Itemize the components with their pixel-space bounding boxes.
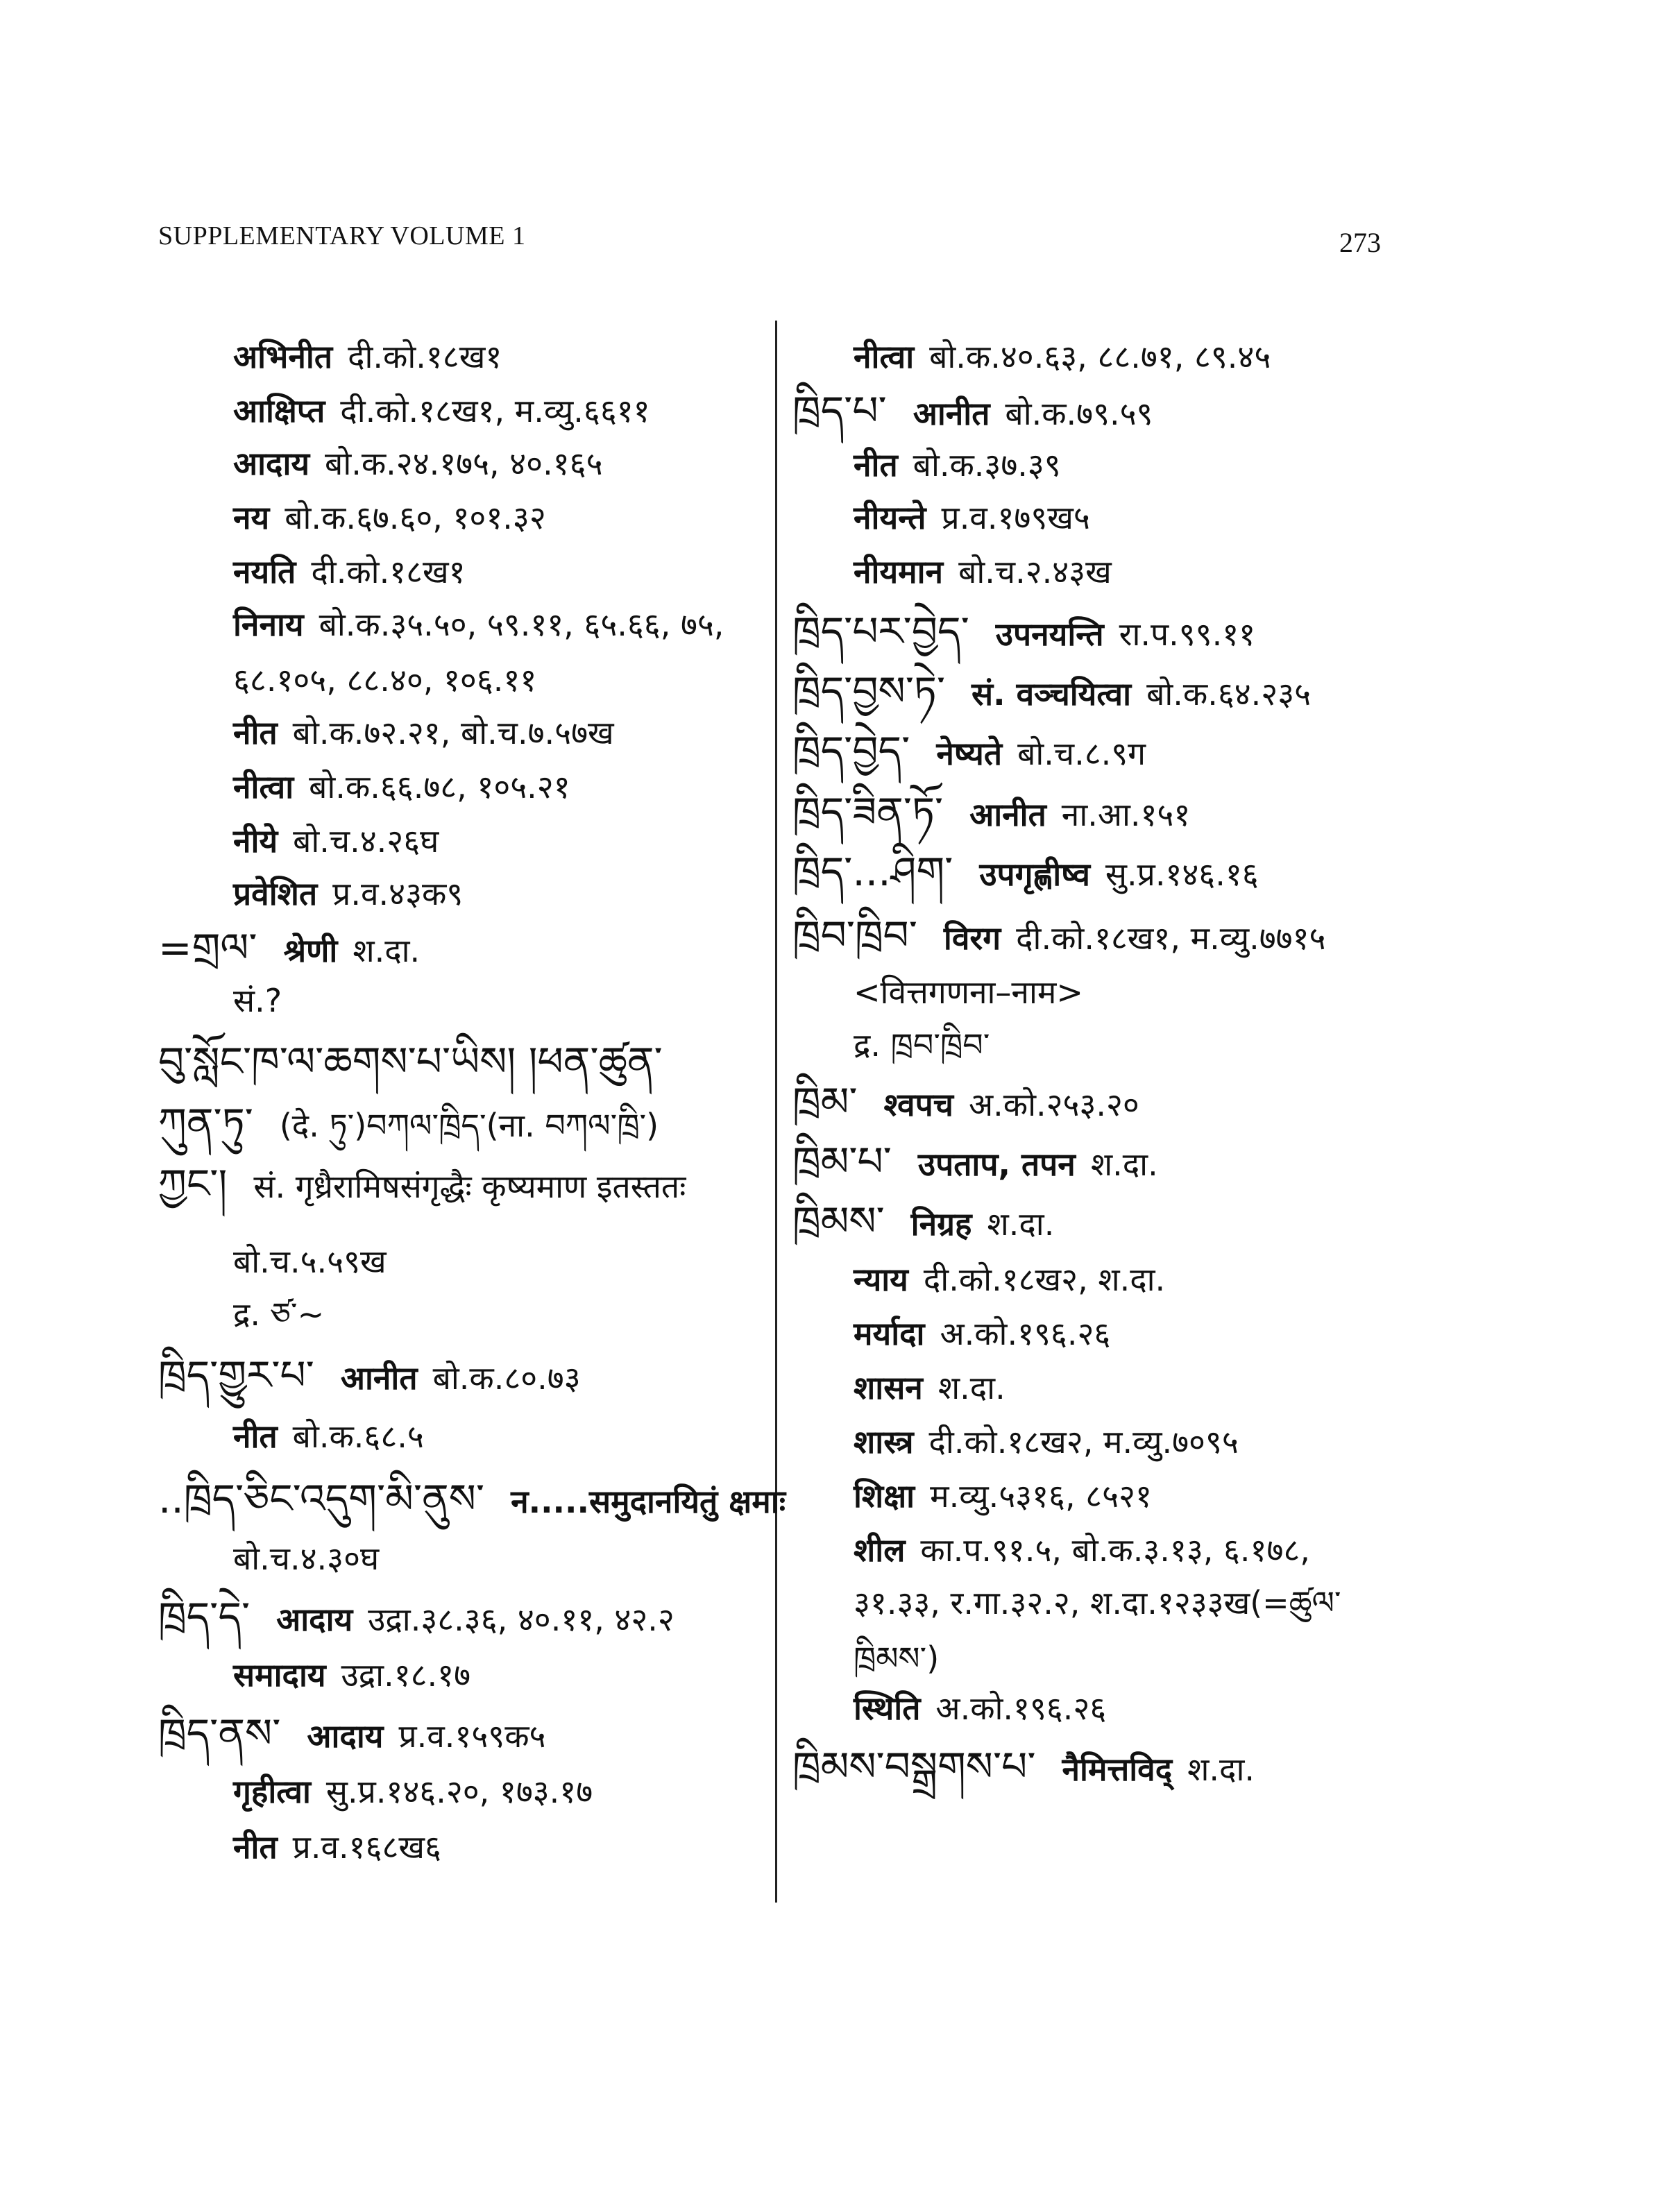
source-reference: का.प.९१.५, बो.क.३.१३, ६.१७८,	[920, 1531, 1310, 1569]
source-reference: श.दा.	[987, 1205, 1055, 1243]
source-reference: ३१.३३, र.गा.३२.२, श.दा.१२३३ख(=ཚུལ་	[854, 1584, 1341, 1622]
left-entry-line	[158, 1593, 674, 1640]
sanskrit-term: नीत	[233, 1828, 278, 1866]
tibetan-headword: ཁྲིད་པར་བྱེད་	[792, 608, 969, 655]
tibetan-headword: ཁྲིད་གྱུར་པ་	[158, 1352, 314, 1399]
source-reference: श.दा.	[937, 1369, 1006, 1406]
sanskrit-term: निग्रह	[910, 1205, 972, 1243]
sanskrit-term: नीत	[854, 446, 898, 484]
source-reference: बो.च.२.४३ख	[958, 553, 1112, 590]
running-head: SUPPLEMENTARY VOLUME 1	[158, 221, 526, 250]
right-entry-line	[854, 1024, 990, 1067]
left-entry-line	[233, 604, 724, 647]
source-reference: प्र.व.१५९क५	[398, 1717, 546, 1755]
source-reference: ना.आ.१५१	[1061, 796, 1191, 833]
source-reference: दी.को.१८ख१, म.व्यु.७७१५	[1016, 919, 1326, 957]
left-entry-line	[158, 1160, 686, 1207]
right-entry-line	[854, 1475, 1152, 1518]
sanskrit-term: शासन	[854, 1369, 923, 1406]
source-reference: <वित्तगणना–नाम>	[854, 973, 1083, 1011]
tibetan-headword: ཀུན་ཏུ་	[158, 1099, 253, 1146]
sanskrit-term: आदाय	[307, 1717, 384, 1755]
tibetan-headword: ཀྱང་།	[158, 1160, 228, 1207]
tibetan-headword: ཁྲིད་ནས་	[158, 1710, 281, 1757]
left-entry-line	[233, 659, 536, 702]
sanskrit-term: आनीत	[913, 395, 990, 432]
left-entry-line	[233, 1538, 379, 1581]
left-entry-line	[233, 390, 650, 433]
source-reference: बो.च.४.३०घ	[233, 1540, 380, 1577]
left-entry-line	[233, 497, 546, 540]
sanskrit-term: नय	[233, 499, 270, 536]
sanskrit-term: समादाय	[233, 1656, 326, 1694]
sanskrit-term: मर्यादा	[854, 1315, 925, 1352]
sanskrit-term: अभिनीत	[233, 338, 333, 375]
left-entry-line	[233, 336, 502, 379]
source-reference: बो.क.६४.२३५	[1146, 675, 1312, 713]
right-entry-line	[854, 1259, 1165, 1302]
left-entry-line	[233, 712, 614, 755]
left-entry-line	[233, 980, 282, 1023]
page-number: 273	[1339, 227, 1381, 258]
right-entry-line	[792, 914, 1325, 958]
sanskrit-term: श्रेणी	[283, 932, 338, 969]
left-entry-line	[158, 924, 421, 971]
right-entry-line	[854, 971, 1083, 1014]
sanskrit-term: विरग	[943, 919, 1001, 957]
right-entry-line	[792, 1200, 1054, 1243]
source-reference: बो.क.७९.५९	[1005, 395, 1153, 432]
sanskrit-term: श्वपच	[883, 1086, 953, 1123]
right-entry-line	[854, 1687, 1106, 1730]
source-reference: बो.क.४०.६३, ८८.७१, ८९.४५	[929, 338, 1271, 375]
right-entry-line	[792, 667, 1312, 715]
source-reference: सं. गृध्रैरामिषसंगृद्धैः कृष्यमाण इतस्ततः	[253, 1168, 686, 1205]
source-reference: अ.को.१९६.२६	[940, 1315, 1111, 1352]
source-reference: सं.?	[233, 982, 282, 1019]
source-reference: उद्रा.३८.३६, ४०.११, ४२.२	[368, 1601, 674, 1638]
tibetan-headword: ..ཁྲིད་ཅིང་འདུག་མི་ནུས་	[158, 1475, 485, 1522]
sanskrit-term: नैमित्तविद्	[1062, 1751, 1173, 1788]
source-reference: द्र. ཁྲབ་ཁྲིབ་	[854, 1026, 990, 1064]
sanskrit-term: आदाय	[233, 445, 310, 482]
left-entry-line	[158, 1354, 581, 1397]
sanskrit-term: नीत	[233, 1418, 278, 1455]
source-reference: द्र. ཙ་~	[233, 1295, 325, 1333]
right-entry-line	[854, 1367, 1006, 1410]
right-entry-line	[854, 444, 1061, 487]
left-entry-line	[233, 1826, 441, 1869]
left-entry-line	[233, 443, 603, 486]
right-entry-line	[792, 608, 1256, 655]
right-entry-line	[854, 1313, 1110, 1356]
source-reference: दी.को.१८ख१, म.व्यु.६६११	[340, 392, 650, 429]
source-reference: बो.क.३५.५०, ५९.११, ६५.६६, ७५,	[319, 606, 724, 643]
source-reference: ཁྲིམས་)	[854, 1640, 940, 1677]
sanskrit-term: नीत्वा	[854, 338, 915, 375]
sanskrit-term: आनीत	[969, 796, 1046, 833]
left-entry-line	[158, 1099, 659, 1146]
source-reference: दी.को.१८ख१	[311, 553, 466, 590]
right-entry-line	[854, 336, 1271, 379]
source-reference: श.दा.	[353, 932, 421, 969]
left-entry-line	[233, 766, 570, 809]
source-reference: उद्रा.१८.१७	[341, 1656, 471, 1694]
right-entry-line	[792, 788, 1191, 835]
source-reference: श.दा.	[1090, 1146, 1158, 1183]
tibetan-headword: བུ་སློང་ཁ་ལ་ཆགས་པ་ཡིས། །ཕན་ཚུན་	[158, 1038, 663, 1085]
sanskrit-term: उपगृह्णीष्व	[979, 856, 1090, 893]
tibetan-headword: ཁྲིད་དེ་	[158, 1593, 251, 1640]
sanskrit-term: उपताप, तपन	[917, 1146, 1076, 1183]
tibetan-headword: ཁྲིད་...ཤིག་	[792, 848, 953, 895]
tibetan-headword: ཁྲིམ་	[792, 1078, 858, 1125]
source-reference: बो.क.६८.५	[292, 1418, 424, 1455]
source-reference: दी.को.१८ख१	[348, 338, 502, 375]
sanskrit-term: सं. वञ्चयित्वा	[971, 675, 1132, 713]
source-reference: सु.प्र.१४६.१६	[1105, 856, 1259, 893]
right-entry-line	[792, 1743, 1255, 1790]
source-reference: प्र.व.१७९ख५	[941, 499, 1090, 536]
left-entry-line	[233, 551, 466, 594]
sanskrit-term: न्याय	[854, 1261, 908, 1298]
sanskrit-term: न.....समुदानयितुं क्षमाः	[511, 1483, 786, 1520]
source-reference: प्र.व.४३क९	[332, 875, 464, 912]
tibetan-headword: ཁྲིམས་བསྒྲགས་པ་	[792, 1743, 1036, 1790]
tibetan-headword: ཁྲིད་ཟིན་ཏོ་	[792, 788, 944, 835]
sanskrit-term: नीये	[233, 822, 278, 860]
source-reference: अ.को.२५३.२०	[968, 1086, 1139, 1123]
source-reference: प्र.व.१६८ख६	[292, 1828, 441, 1866]
source-reference: (दे. ཏུ་)བཀལ་ཁྲིད་(ना. བཀལ་ཁྲི་)	[279, 1107, 659, 1144]
source-reference: बो.क.२४.१७५, ४०.१६५	[325, 445, 603, 482]
right-entry-line	[792, 848, 1259, 895]
sanskrit-term: नीत	[233, 714, 278, 751]
left-entry-line	[233, 820, 439, 863]
source-reference: ६८.१०५, ८८.४०, १०६.११	[233, 661, 537, 699]
right-entry-line	[854, 1637, 939, 1681]
left-entry-line	[233, 1415, 424, 1458]
sanskrit-term: आदाय	[276, 1601, 353, 1638]
right-entry-line	[854, 1529, 1310, 1572]
right-entry-line	[854, 1421, 1239, 1464]
sanskrit-term: नीयमान	[854, 553, 944, 590]
left-entry-line	[158, 1038, 689, 1085]
left-entry-line	[233, 1293, 324, 1336]
right-entry-line	[792, 1138, 1158, 1185]
tibetan-headword: ཁྲིབ་ཁྲིབ་	[792, 912, 917, 959]
right-entry-line	[854, 497, 1090, 540]
right-entry-line	[854, 1582, 1341, 1625]
right-entry-line	[792, 727, 1146, 774]
source-reference: सु.प्र.१४६.२०, १७३.१७	[325, 1773, 593, 1810]
sanskrit-term: शिक्षा	[854, 1477, 915, 1515]
left-entry-line	[158, 1712, 545, 1755]
sanskrit-term: निनाय	[233, 606, 304, 643]
left-entry-line	[233, 1654, 470, 1697]
sanskrit-term: नयति	[233, 553, 296, 590]
source-reference: दी.को.१८ख२, म.व्यु.७०९५	[928, 1423, 1239, 1461]
right-entry-line	[854, 551, 1112, 594]
sanskrit-term: नीत्वा	[233, 768, 294, 806]
right-entry-line	[792, 387, 1153, 434]
sanskrit-term: उपनयन्ति	[995, 615, 1104, 653]
source-reference: बो.क.६६.७८, १०५.२१	[309, 768, 570, 806]
source-reference: बो.च.५.५९ख	[233, 1243, 387, 1280]
sanskrit-term: शील	[854, 1531, 906, 1569]
sanskrit-term: स्थिति	[854, 1690, 921, 1727]
right-entry-line	[792, 1078, 1139, 1125]
left-entry-line	[158, 1475, 786, 1522]
sanskrit-term: गृहीत्वा	[233, 1773, 311, 1810]
sanskrit-term: नीयन्ते	[854, 499, 926, 536]
source-reference: बो.क.६७.६०, १०१.३२	[285, 499, 546, 536]
tibetan-headword: ཁྲིད་པ་	[792, 387, 887, 434]
sanskrit-term: आनीत	[340, 1359, 418, 1397]
column-divider	[775, 321, 777, 1903]
source-reference: रा.प.९९.११	[1119, 615, 1256, 653]
sanskrit-term: शास्त्र	[854, 1423, 914, 1461]
tibetan-headword: =གྲལ་	[158, 924, 257, 971]
source-reference: अ.को.१९६.२६	[935, 1690, 1107, 1727]
tibetan-headword: ཁྲིམས་	[792, 1198, 885, 1245]
source-reference: बो.च.४.२६घ	[293, 822, 439, 860]
source-reference: बो.क.८०.७३	[432, 1359, 581, 1397]
source-reference: बो.च.८.९ग	[1017, 735, 1146, 772]
sanskrit-term: नेष्यते	[936, 735, 1003, 772]
source-reference: दी.को.१८ख२, श.दा.	[923, 1261, 1166, 1298]
tibetan-headword: ཁྲིམ་པ་	[792, 1138, 892, 1185]
source-reference: म.व्यु.५३१६, ८५२१	[930, 1477, 1152, 1515]
source-reference: श.दा.	[1187, 1751, 1255, 1788]
left-entry-line	[233, 1241, 387, 1284]
tibetan-headword: ཁྲིད་བྱས་ཏེ་	[792, 667, 945, 715]
source-reference: बो.क.७२.२१, बो.च.७.५७ख	[292, 714, 614, 751]
source-reference: बो.क.३७.३९	[913, 446, 1061, 484]
sanskrit-term: आक्षिप्त	[233, 392, 325, 429]
tibetan-headword: ཁྲིད་བྱེད་	[792, 727, 910, 774]
left-entry-line	[233, 1771, 593, 1814]
left-entry-line	[233, 873, 463, 916]
sanskrit-term: प्रवेशित	[233, 875, 318, 912]
